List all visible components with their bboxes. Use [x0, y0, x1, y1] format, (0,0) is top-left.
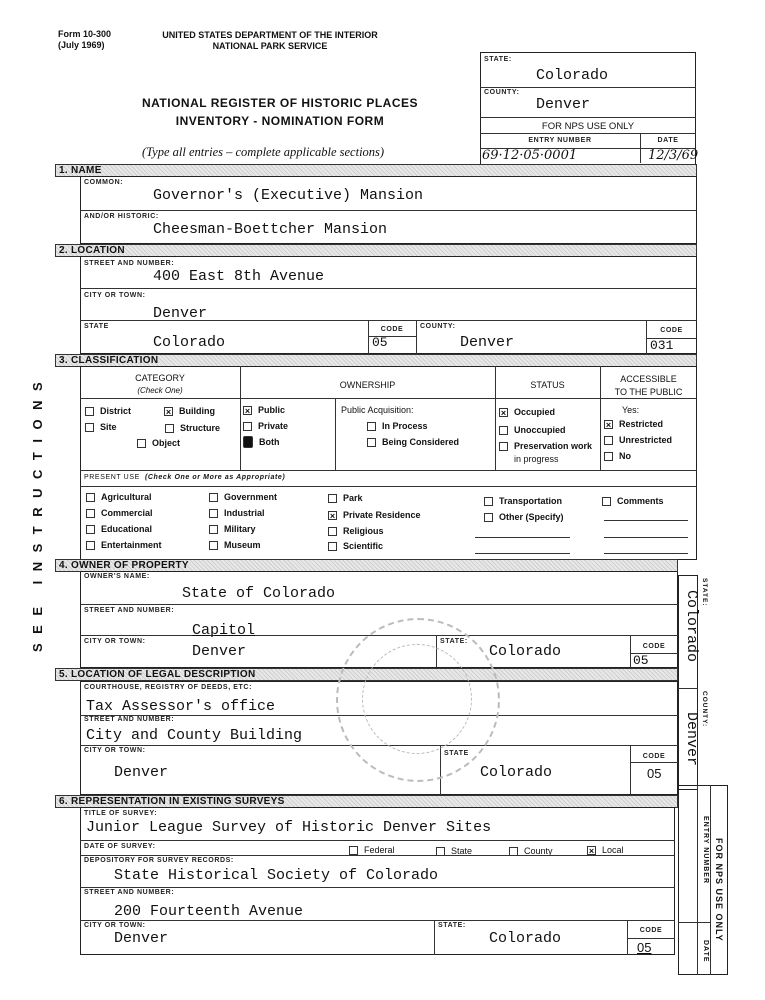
owner-city-value: Denver — [192, 643, 247, 660]
checkbox-entertainment[interactable] — [86, 540, 162, 550]
historic-label: AND/OR HISTORIC: — [84, 213, 159, 220]
checkbox-government[interactable] — [209, 492, 277, 502]
legal-city-label: CITY OR TOWN: — [84, 747, 146, 754]
checkbox-label: Unoccupied — [514, 425, 566, 435]
checkbox-label: State — [451, 846, 473, 856]
checkbox-label: Industrial — [224, 508, 265, 518]
checkbox-label: Scientific — [343, 541, 384, 551]
checkbox-icon[interactable] — [484, 513, 493, 522]
checkbox-label: Occupied — [514, 407, 556, 417]
checkbox-label: Building — [179, 406, 215, 416]
checkbox-icon[interactable] — [499, 442, 508, 451]
checkbox-label: Government — [224, 492, 278, 502]
checkbox-label: Religious — [343, 526, 384, 536]
checkbox-both[interactable] — [243, 436, 280, 448]
checkbox-unoccupied[interactable] — [499, 425, 566, 435]
entry-number-handwritten: 69·12·05·0001 — [482, 148, 578, 163]
checkbox-icon[interactable] — [328, 527, 337, 536]
owner-code-label: CODE — [642, 643, 666, 650]
instructions: (Type all entries – complete applicable sections) — [142, 145, 385, 159]
checkbox-icon[interactable] — [137, 439, 146, 448]
survey-street-value: 200 Fourteenth Avenue — [114, 903, 304, 920]
see-instructions: SEE INSTRUCTIONS — [30, 372, 45, 652]
checkbox-being-considered[interactable] — [367, 437, 459, 447]
section-5-header: 5. LOCATION OF LEGAL DESCRIPTION — [55, 668, 678, 681]
owner-state-label: STATE: — [440, 638, 468, 645]
present-use-text: PRESENT USE — [84, 474, 140, 481]
common-name-value: Governor's (Executive) Mansion — [153, 187, 424, 204]
checkbox-icon[interactable] — [165, 424, 174, 433]
checkbox-label: Commercial — [101, 508, 153, 518]
checkbox-label: Agricultural — [101, 492, 152, 502]
checkbox-private-residence[interactable] — [328, 510, 421, 520]
side-state-label: STATE: — [701, 578, 708, 607]
checkbox-label: Structure — [180, 423, 221, 433]
checkbox-label: Other (Specify) — [499, 512, 564, 522]
checkbox-comments[interactable] — [602, 496, 664, 506]
checkbox-label: Park — [343, 493, 363, 503]
form-date: (July 1969) — [58, 40, 105, 50]
side-state-value: Colorado — [683, 590, 700, 663]
present-use-sub: (Check One or More as Appropriate) — [144, 474, 286, 481]
status-header: STATUS — [530, 380, 565, 390]
legal-code-label: CODE — [642, 753, 666, 760]
courthouse-value: Tax Assessor's office — [86, 698, 276, 715]
checkbox-label: Restricted — [619, 419, 664, 429]
survey-date-label: DATE OF SURVEY: — [84, 843, 156, 850]
section-4-header: 4. OWNER OF PROPERTY — [55, 559, 678, 572]
survey-code-label: CODE — [639, 927, 663, 934]
checkbox-icon[interactable] — [85, 407, 94, 416]
checkbox-no[interactable] — [604, 451, 631, 461]
owner-street-label: STREET AND NUMBER: — [84, 607, 175, 614]
service: NATIONAL PARK SERVICE — [212, 41, 328, 51]
checkbox-transportation[interactable] — [484, 496, 562, 506]
city-label: CITY OR TOWN: — [84, 292, 146, 299]
survey-street-label: STREET AND NUMBER: — [84, 889, 175, 896]
accessible-header: ACCESSIBLE — [620, 374, 677, 384]
form-title: NATIONAL REGISTER OF HISTORIC PLACES — [141, 96, 419, 110]
checkbox-site[interactable] — [85, 422, 117, 432]
owner-code-value: 05 — [633, 653, 649, 668]
checked-box-icon[interactable]: × — [165, 406, 172, 417]
checkbox-icon[interactable] — [209, 525, 218, 534]
received-stamp-inner — [362, 644, 472, 754]
county-label: COUNTY: — [420, 323, 456, 330]
legal-state-label: STATE — [444, 750, 469, 757]
checkbox-icon[interactable] — [604, 452, 613, 461]
checkbox-structure[interactable] — [165, 423, 220, 433]
public-acquisition-label: Public Acquisition: — [341, 405, 414, 415]
checked-box-icon[interactable]: × — [588, 845, 595, 856]
date-label: DATE — [657, 137, 679, 144]
checkbox-label: Being Considered — [382, 437, 460, 447]
survey-city-label: CITY OR TOWN: — [84, 922, 146, 929]
checkbox-icon[interactable] — [209, 541, 218, 550]
checkbox-label: Museum — [224, 540, 261, 550]
side-county-value: Denver — [683, 712, 700, 767]
status-continuation: in progress — [514, 454, 559, 464]
checkbox-district[interactable] — [85, 406, 131, 416]
depository-label: DEPOSITORY FOR SURVEY RECORDS: — [84, 857, 234, 864]
accessible-yes-label: Yes: — [622, 405, 640, 415]
form-number: Form 10-300 — [58, 29, 112, 39]
checkbox-label: Local — [602, 845, 624, 855]
checkbox-icon[interactable] — [243, 422, 252, 431]
checkbox-military[interactable] — [209, 524, 256, 534]
checked-box-icon[interactable]: × — [500, 407, 507, 418]
checkbox-icon[interactable] — [86, 525, 95, 534]
section-6-header: 6. REPRESENTATION IN EXISTING SURVEYS — [55, 795, 678, 808]
checkbox-label: Object — [152, 438, 181, 448]
legal-state-value: Colorado — [480, 764, 553, 781]
checkbox-icon[interactable] — [328, 542, 337, 551]
code-label: CODE — [660, 327, 683, 334]
checkbox-icon[interactable] — [86, 493, 95, 502]
owner-state-value: Colorado — [489, 643, 562, 660]
checkbox-label: Transportation — [499, 496, 563, 506]
legal-city-value: Denver — [114, 764, 169, 781]
checkbox-label: Military — [224, 524, 256, 534]
state-value: Colorado — [153, 334, 226, 351]
legal-street-value: City and County Building — [86, 727, 303, 744]
top-county-value: Denver — [536, 96, 591, 113]
nps-use-only-vertical: FOR NPS USE ONLY — [714, 838, 724, 942]
checkbox-object[interactable] — [137, 438, 180, 448]
checkbox-label: No — [619, 451, 631, 461]
legal-code-value: 05 — [647, 766, 662, 781]
depository-value: State Historical Society of Colorado — [114, 867, 439, 884]
checkbox-restricted[interactable] — [604, 419, 663, 429]
nps-entry-number-label: ENTRY NUMBER — [702, 816, 709, 885]
checkbox-icon[interactable] — [209, 509, 218, 518]
checkbox-label: Preservation work — [514, 441, 593, 451]
checkbox-label: Private Residence — [343, 510, 421, 520]
checkbox-unrestricted[interactable] — [604, 435, 672, 445]
nps-date-label: DATE — [702, 940, 709, 963]
checkbox-icon[interactable] — [484, 497, 493, 506]
checkbox-icon[interactable] — [602, 497, 611, 506]
checkbox-commercial[interactable] — [86, 508, 153, 518]
checkbox-occupied[interactable] — [499, 407, 555, 417]
section-3-header: 3. CLASSIFICATION — [55, 354, 697, 367]
checkbox-icon[interactable] — [367, 422, 376, 431]
checkbox-icon[interactable] — [367, 438, 376, 447]
county-label: COUNTY: — [484, 89, 520, 96]
checkbox-icon[interactable] — [85, 423, 94, 432]
category-subheader: (Check One) — [137, 386, 183, 395]
survey-state-value: Colorado — [489, 930, 562, 947]
historic-name-value: Cheesman-Boettcher Mansion — [153, 221, 388, 238]
checkbox-label: Both — [259, 437, 280, 447]
state-label: STATE: — [484, 56, 512, 63]
section-1-header: 1. NAME — [55, 164, 697, 177]
owner-name-label: OWNER'S NAME: — [84, 573, 150, 580]
checkbox-icon[interactable] — [604, 436, 613, 445]
checkbox-agricultural[interactable] — [86, 492, 152, 502]
legal-street-label: STREET AND NUMBER: — [84, 716, 175, 723]
owner-street-value: Capitol — [192, 622, 256, 639]
county-code-value: 031 — [650, 338, 674, 353]
checkbox-park[interactable] — [328, 493, 363, 503]
present-use-label — [84, 474, 285, 481]
county-value: Denver — [460, 334, 515, 351]
date-handwritten: 12/3/69 — [648, 148, 699, 163]
checkbox-label: Entertainment — [101, 540, 162, 550]
survey-title-label: TITLE OF SURVEY: — [84, 810, 158, 817]
checkbox-building[interactable] — [164, 406, 215, 416]
checkbox-label: Public — [258, 405, 286, 415]
state-label: STATE — [84, 323, 109, 330]
checkbox-museum[interactable] — [209, 540, 261, 550]
section-2-header: 2. LOCATION — [55, 244, 697, 257]
owner-city-label: CITY OR TOWN: — [84, 638, 146, 645]
checkbox-other-specify[interactable] — [484, 512, 564, 522]
survey-city-value: Denver — [114, 930, 169, 947]
side-county-label: COUNTY: — [701, 691, 708, 728]
checkbox-public[interactable] — [243, 405, 285, 415]
checked-box-icon[interactable]: × — [244, 405, 251, 416]
checkbox-label: In Process — [382, 421, 428, 431]
state-code-value: 05 — [372, 335, 388, 350]
checkbox-icon[interactable] — [209, 493, 218, 502]
checkbox-label: Site — [100, 422, 117, 432]
street-label: STREET AND NUMBER: — [84, 260, 175, 267]
checkbox-industrial[interactable] — [209, 508, 265, 518]
checkbox-label: Federal — [364, 845, 395, 855]
checkbox-label: County — [524, 846, 553, 856]
form-subtitle: INVENTORY - NOMINATION FORM — [175, 114, 385, 128]
checkbox-scientific[interactable] — [328, 541, 383, 551]
checkbox-preservation-work[interactable] — [499, 441, 592, 451]
checkbox-label: Unrestricted — [619, 435, 673, 445]
survey-code-value: 05 — [637, 940, 652, 955]
checkbox-educational[interactable] — [86, 524, 152, 534]
checkbox-icon[interactable] — [243, 436, 253, 448]
nps-use-only: FOR NPS USE ONLY — [541, 121, 635, 132]
entry-number-label: ENTRY NUMBER — [528, 137, 592, 144]
checkbox-icon[interactable] — [328, 494, 337, 503]
checkbox-icon[interactable] — [86, 509, 95, 518]
survey-state-label: STATE: — [438, 922, 466, 929]
city-value: Denver — [153, 305, 208, 322]
checkbox-label: Comments — [617, 496, 664, 506]
street-value: 400 East 8th Avenue — [153, 268, 325, 285]
code-label: CODE — [380, 326, 404, 333]
checkbox-religious[interactable] — [328, 526, 384, 536]
department: UNITED STATES DEPARTMENT OF THE INTERIOR — [162, 30, 378, 40]
owner-name-value: State of Colorado — [182, 585, 336, 602]
checked-box-icon[interactable]: × — [329, 510, 336, 521]
survey-title-value: Junior League Survey of Historic Denver Sites — [86, 819, 492, 836]
checkbox-icon[interactable] — [499, 426, 508, 435]
checkbox-label: Educational — [101, 524, 153, 534]
top-state-value: Colorado — [536, 67, 609, 84]
category-header: CATEGORY — [135, 373, 185, 383]
checkbox-private[interactable] — [243, 421, 288, 431]
common-label: COMMON: — [84, 179, 124, 186]
accessible-header-2: TO THE PUBLIC — [614, 387, 683, 397]
checkbox-in-process[interactable] — [367, 421, 428, 431]
checkbox-icon[interactable] — [86, 541, 95, 550]
checkbox-label: District — [100, 406, 132, 416]
courthouse-label: COURTHOUSE, REGISTRY OF DEEDS, ETC: — [84, 684, 253, 691]
checked-box-icon[interactable]: × — [605, 419, 612, 430]
ownership-header: OWNERSHIP — [339, 380, 396, 390]
checkbox-label: Private — [258, 421, 289, 431]
